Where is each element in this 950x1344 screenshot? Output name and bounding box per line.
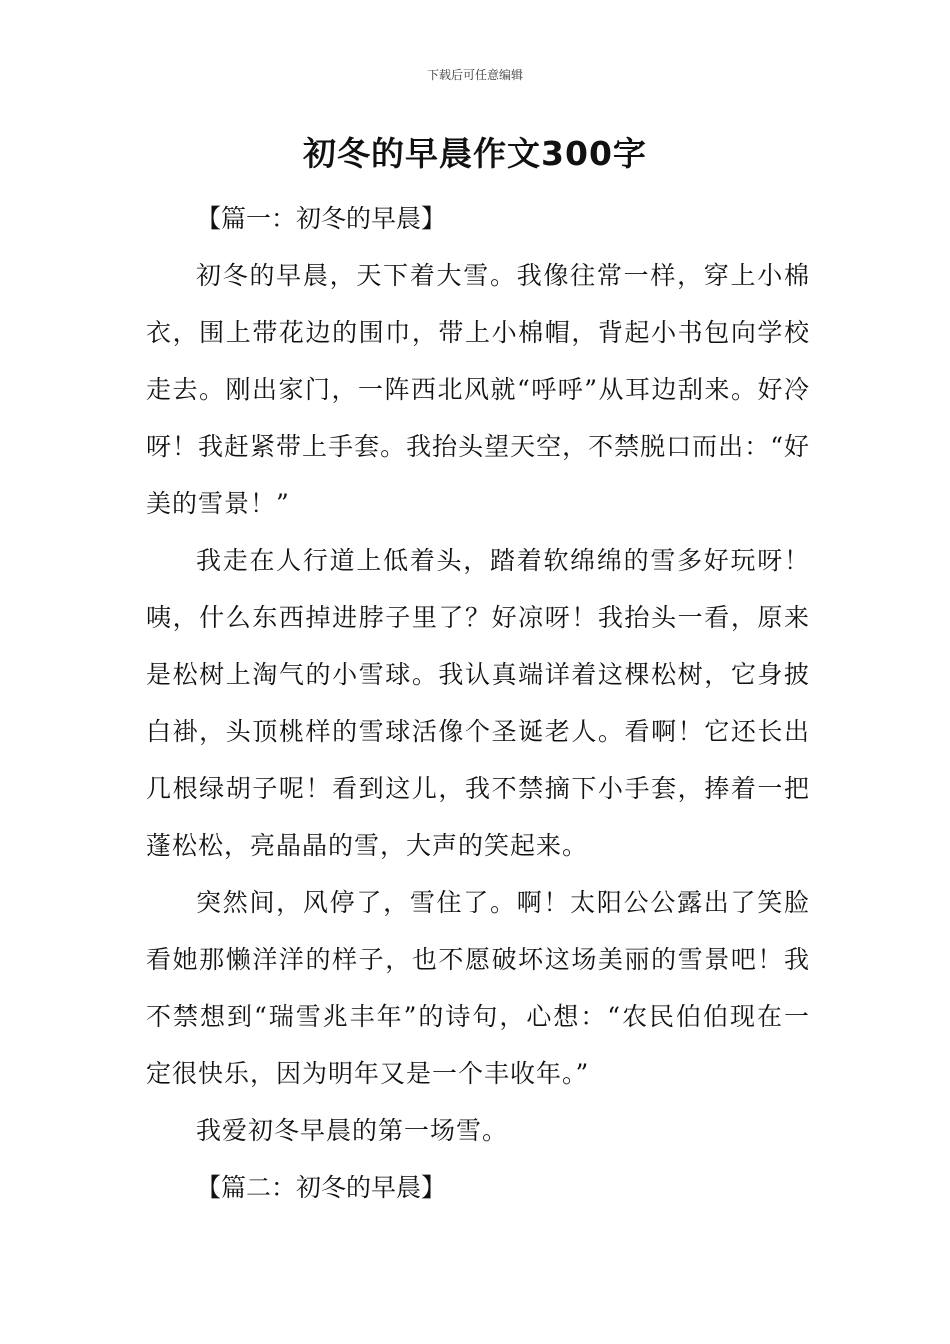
paragraph: 我爱初冬早晨的第一场雪。 xyxy=(196,1116,509,1145)
paragraph: 突然间，风停了，雪住了。啊！太阳公公露出了笑脸看她那懒洋洋的样子，也不愿破坏这场美丽的雪景吧！我不禁想到“瑞雪兆丰年”的诗句，心想：“农民伯伯现在一定很快乐，因为明年又是一个丰收年。” xyxy=(146,888,810,1088)
document-body xyxy=(146,190,810,1216)
section-heading-1: 【篇一：初冬的早晨】 xyxy=(196,204,447,233)
document-title: 初冬的早晨作文300字 xyxy=(303,134,647,173)
paragraph: 我走在人行道上低着头，踏着软绵绵的雪多好玩呀！咦，什么东西掉进脖子里了？好凉呀！我抬头一看，原来是松树上淘气的小雪球。我认真端详着这棵松树，它身披白褂，头顶桃样的雪球活像个圣诞老人。看啊！它还长出几根绿胡子呢！看到这儿，我不禁摘下小手套，捧着一把蓬松松，亮晶晶的雪，大声的笑起来。 xyxy=(146,546,810,860)
paragraph: 初冬的早晨，天下着大雪。我像往常一样，穿上小棉衣，围上带花边的围巾，带上小棉帽，背起小书包向学校走去。刚出家门，一阵西北风就“呼呼”从耳边刮来。好冷呀！我赶紧带上手套。我抬头望天空，不禁脱口而出：“好美的雪景！” xyxy=(146,261,810,518)
header-note: 下载后可任意编辑 xyxy=(426,68,523,82)
section-heading-2: 【篇二：初冬的早晨】 xyxy=(196,1173,447,1202)
